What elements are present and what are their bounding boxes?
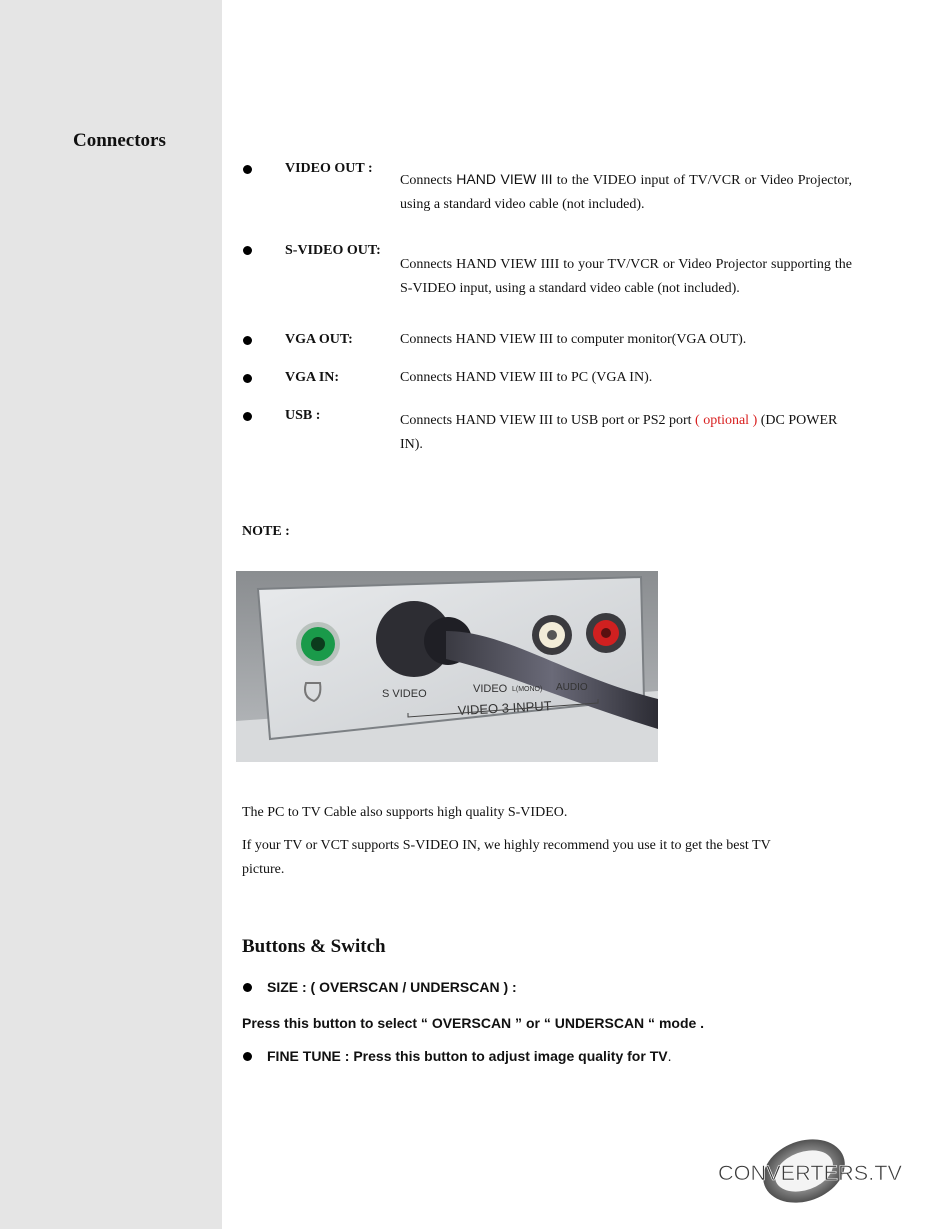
- audio-panel-label: AUDIO: [556, 682, 588, 693]
- logo-text: CONVERTERS.TV: [718, 1162, 902, 1185]
- paragraph-svideo-recommend: If your TV or VCT supports S-VIDEO IN, we highly recommend you use it to get the best TV picture.: [242, 838, 771, 877]
- size-button-label: SIZE : ( OVERSCAN / UNDERSCAN ) :: [267, 979, 517, 995]
- bullet-icon: [243, 412, 252, 421]
- video3-input-label: VIDEO 3 INPUT: [457, 698, 552, 718]
- sidebar: [0, 0, 222, 1229]
- size-button-desc: Press this button to select “ OVERSCAN ” or “ UNDERSCAN “ mode .: [242, 1015, 705, 1031]
- fine-tune-desc: FINE TUNE : Press this button to adjust image quality for TV.: [267, 1048, 672, 1064]
- white-jack-hole: [547, 630, 557, 640]
- connector-desc-vga-in: Connects HAND VIEW III to PC (VGA IN).: [400, 370, 653, 385]
- bullet-icon: [243, 246, 252, 255]
- svideo-panel-label: S VIDEO: [382, 688, 427, 700]
- video-panel-label: VIDEO: [473, 683, 508, 695]
- bullet-icon: [243, 1052, 252, 1061]
- connector-label-vga-in: VGA IN:: [285, 370, 340, 385]
- mono-panel-label: L(MONO): [512, 686, 543, 693]
- connector-desc-s-video-out: Connects HAND VIEW IIII to your TV/VCR or Video Projector supporting the S-VIDEO input, using a standard video cable (not included).: [400, 257, 852, 296]
- connector-desc-vga-out: Connects HAND VIEW III to computer monitor(VGA OUT).: [400, 332, 747, 347]
- bullet-icon: [243, 983, 252, 992]
- connector-label-s-video-out: S-VIDEO OUT:: [285, 243, 381, 258]
- paragraph-svideo-support: The PC to TV Cable also supports high quality S-VIDEO.: [242, 805, 568, 820]
- connector-desc-usb: Connects HAND VIEW III to USB port or PS2 port ( optional ) (DC POWER IN).: [400, 413, 838, 452]
- bullet-icon: [243, 165, 252, 174]
- green-jack-hole: [311, 637, 325, 651]
- connector-label-vga-out: VGA OUT:: [285, 332, 353, 347]
- optional-note: ( optional ): [695, 413, 758, 428]
- section-title-buttons: Buttons & Switch: [242, 936, 386, 957]
- connector-panel-photo: [236, 571, 658, 762]
- note-label: NOTE :: [242, 524, 290, 539]
- connector-desc-video-out: Connects HAND VIEW III to the VIDEO input of TV/VCR or Video Projector, using a standard video cable (not included).: [400, 171, 852, 212]
- section-title-connectors: Connectors: [73, 130, 166, 151]
- bullet-icon: [243, 374, 252, 383]
- converters-tv-logo: [714, 1138, 906, 1204]
- red-jack-hole: [601, 628, 611, 638]
- bullet-icon: [243, 336, 252, 345]
- connector-label-usb: USB :: [285, 408, 321, 423]
- connector-label-video-out: VIDEO OUT :: [285, 161, 373, 176]
